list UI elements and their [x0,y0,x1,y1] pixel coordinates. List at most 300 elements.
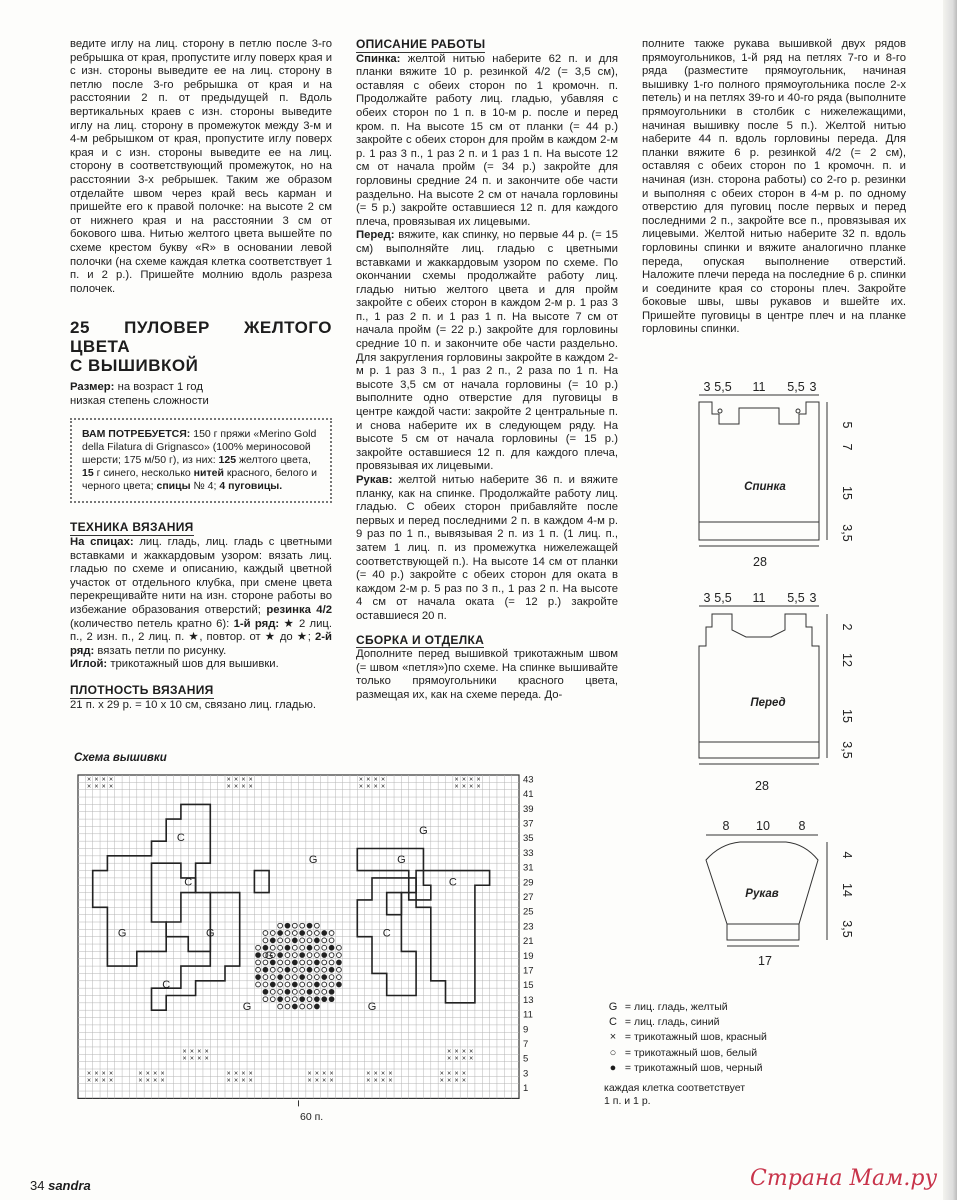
white-stitch [314,953,319,958]
row-number: 43 [523,774,534,786]
materials-box [70,418,332,503]
sleeve-outline [706,842,818,924]
cross-stitch-mark: × [380,776,386,784]
back-top-dim-4: 5,5 [787,380,805,394]
cross-stitch-mark: × [388,1070,393,1078]
row-number: 41 [523,789,534,801]
back-right-dim-3: 15 [840,486,854,500]
black-stitch [337,982,342,987]
white-stitch [278,989,283,994]
white-stitch [263,931,268,936]
cross-stitch-mark: × [314,1077,319,1085]
white-stitch [285,938,290,943]
legend-text: = лиц. гладь, желтый [624,1001,728,1013]
black-stitch [292,938,297,943]
row-number: 19 [523,950,534,962]
row1-text: ★ 2 лиц. п., 2 изн. п., 2 лиц. п. ★, повтор. от ★ до ★; [70,617,333,644]
white-stitch [285,1004,290,1009]
assembly-text: Дополните перед вышивкой трикотажным швом (= швом «петля»)по схеме. На спинке вышивайте только прямоугольники красного цвета, размещая их, как на схеме переда. До- [356,648,618,701]
cross-stitch-mark: × [469,1055,474,1063]
legend-symbol: C [609,1016,617,1029]
cross-stitch-mark: × [204,1048,209,1056]
cross-stitch-mark: × [307,1070,312,1078]
cross-stitch-mark: × [101,1070,106,1078]
white-stitch [270,989,275,994]
back-top-dim-5: 3 [809,380,817,394]
materials-blue: г синего, несколько [96,467,191,480]
back-rib [699,522,819,540]
sleeve-top-dim-2: 10 [756,819,770,833]
description-title: ОПИСАНИЕ РАБОТЫ [356,37,486,51]
row-number: 11 [523,1009,533,1021]
cross-stitch-mark: × [86,1077,92,1085]
legend-text: = трикотажный шов, черный [624,1061,763,1074]
chart-letter: G [117,927,127,940]
chart-letter: C [176,832,185,845]
white-stitch [329,938,334,943]
row-number: 9 [523,1024,529,1036]
white-stitch [300,967,305,972]
white-stitch [292,975,297,980]
white-stitch [329,960,334,965]
cross-stitch-mark: × [109,1070,114,1078]
white-stitch [285,975,290,980]
white-stitch [337,953,342,958]
white-stitch [300,989,305,994]
front-top-dim-5: 3 [809,591,817,605]
white-stitch [285,997,290,1002]
black-stitch [292,1004,297,1009]
cross-stitch-mark: × [454,1048,459,1056]
cross-stitch-mark: × [226,1077,231,1085]
cross-stitch-mark: × [94,783,99,791]
white-stitch [307,975,312,980]
cross-stitch-mark: × [476,776,481,784]
back-top-dim-2: 5,5 [714,380,732,394]
assembly-continued: полните также рукава вышивкой двух рядов прямоугольников, 1-й ряд на петлях 7-го и 8-го ряда (разместите прямоугольник, начиная вышивку 1-го полного прямоугольника после 2-х петель) и на петлях 39-го и 40-го ряда (выполните прямоугольники в столбик с нижележащими, начиная вышивку после 5 п.). Желтой нитью наберите 44 п. вдоль горловины переда. Для планки вяжите 6 р. резинкой 4/2 (= 2 см), оставляя с обеих сторон по 1 кромочн. п. и начиная (изн. сторона работы) со 2-го р. резинки и выполняя с обеих сторон в 4-м р. по одному отверстию для пуговиц после первых и перед последними 2 п., закройте все п., провязывая их лицевыми. Желтой нитью наберите 32 п. вдоль горловины спинки и вяжите аналогично планке переда, опуская выполнение отверстий. Наложите плечи переда на последние 6 р. спинки и соедините края со стороны плеч. Закройте боковые швы, швы рукавов и вшейте их. Пришейте пуговицы в центре плеч и на планке горловины спинки. [642,38,906,336]
black-stitch [285,945,290,950]
gauge-title: ПЛОТНОСТЬ ВЯЗАНИЯ [70,683,214,697]
back-right-dim-4: 3,5 [840,524,854,542]
row2-label: 2-й ряд: [70,631,333,657]
materials-yarn: 150 г пряжи «Merino Gold della Filatura di Grignasco» (100% мериносовой шерсти; 175 м/50 г), из них: [82,428,317,467]
column-2 [356,38,618,703]
sleeve-width: 17 [758,954,772,968]
chart-letter: G [206,927,215,940]
black-stitch [337,960,342,965]
pattern-title-line1: ПУЛОВЕР ЖЕЛТОГО ЦВЕТА [70,318,332,357]
black-stitch [300,975,305,980]
sleeve-top-dim-3: 8 [798,819,806,833]
black-stitch [322,931,327,936]
column-1 [70,38,332,712]
back-text: желтой нитью наберите 62 п. и для планки вяжите 10 р. резинкой 4/2 (= 3,5 см), оставляя с обеих сторон по 1 кромочн. п. Продолжайте работу лиц. гладью, убавляя с обеих сторон по 1 п. в 10-м р. после и перед кром. п. На высоте 15 см от планки (= 44 р.) закройте с обеих сторон для пройм в каждом 2-м р. 1 раз 3 п., 1 раз 2 п. и 1 раз 1 п. На высоте 12 см от начала пройм (= 34 р.) закройте для горловины средние 24 п. и закончите обе части раздельно. На высоте 2 см от начала горловины (= 5 р.) закройте оставшиеся 12 п. для каждого плеча, провязывая их лицевыми. [356,52,618,228]
cross-stitch-mark: × [86,776,92,784]
black-stitch [329,945,334,950]
legend-item-yellow [604,1000,767,1015]
cross-stitch-mark: × [101,1077,106,1085]
back-outline [699,402,819,522]
cross-stitch-mark: × [145,1070,150,1078]
white-stitch [292,997,297,1002]
cross-stitch-mark: × [454,1070,459,1078]
black-stitch [263,989,268,994]
white-stitch [256,945,261,950]
page-number: 34 [30,1178,45,1193]
chart-letter: G [242,1001,252,1014]
cross-stitch-mark: × [197,1048,202,1056]
white-stitch [285,931,290,936]
white-stitch [278,945,283,950]
cross-stitch-mark: × [226,783,231,791]
gauge-text: 21 п. х 29 р. = 10 х 10 см, связано лиц. гладью. [70,698,317,711]
cross-stitch-mark: × [248,1070,253,1078]
sleeve-label: Рукав: [356,474,393,486]
sleeve-right-dim-3: 3,5 [840,920,854,938]
black-stitch [285,923,290,928]
front-top-dim-2: 5,5 [714,591,732,605]
legend-note-line2: 1 п. и 1 р. [604,1095,651,1108]
cross-stitch-mark: × [461,1077,466,1085]
chart-letter: C [184,876,193,889]
cross-stitch-mark: × [461,783,466,791]
black-stitch [329,997,334,1002]
white-stitch [307,997,312,1002]
white-stitch [292,967,297,972]
magazine-name: sandra [48,1178,91,1193]
cross-stitch-mark: × [233,776,239,784]
materials-label: ВАМ ПОТРЕБУЕТСЯ: [82,428,191,441]
black-stitch [322,975,327,980]
white-stitch [307,953,312,958]
black-stitch [270,982,275,987]
white-stitch [256,960,261,965]
white-stitch [278,1004,283,1009]
white-stitch [329,982,334,987]
cross-stitch-mark: × [94,776,99,784]
white-stitch [292,931,297,936]
cross-stitch-mark: × [461,1070,466,1078]
cross-stitch-mark: × [204,1055,209,1063]
black-stitch [292,982,297,987]
cross-stitch-mark: × [447,1048,452,1056]
front-text: вяжите, как спинку, но первые 44 р. (= 15 см) выполняйте лиц. гладью с цветными вставками и жаккардовым узором по схеме. По окончании схемы продолжайте работу лиц. гладью нитью желтого цвета и для пройм закройте с обеих сторон в каждом 2-м р. 1 раз 3 п., 1 раз 2 п. и 1 раз 1 п. На высоте 7 см от начала пройм (= 22 р.) закройте для горловины средние 10 п. и закончите обе части раздельно. Для закругления горловины закройте в каждом 2-м р. 1 раз 3 п., 1 раз 2 п., 2 раза по 1 п. На высоте 3,5 см от начала горловины (= 10 р.) выполните одно отверстие для пуговицы в центре каждой части: закройте 2 центральные п. и снова наберите их в следующем ряду. На высоте 5 см от начала горловины (= 15 р.) закройте оставшиеся 12 п. для каждого плеча, провязывая их лицевыми. [356,229,618,473]
sleeve-top-dim-1: 8 [722,819,730,833]
cross-stitch-mark: × [153,1070,158,1078]
cross-stitch-mark: × [380,1070,386,1078]
white-stitch [278,967,283,972]
black-stitch [278,931,283,936]
cross-stitch-mark: × [241,783,246,791]
white-stitch [285,982,290,987]
cross-stitch-mark: × [454,1055,459,1063]
white-stitch [314,975,319,980]
back-label: Спинка [744,481,786,493]
black-stitch [263,967,268,972]
rib-label: резинка 4/2 [266,604,332,617]
black-stitch [314,938,319,943]
legend-symbol: ● [609,1061,617,1074]
cross-stitch-mark: × [241,776,246,784]
row1-label: 1-й ряд: [233,617,280,630]
row2-text: вязать петли по рисунку. [97,644,227,657]
white-stitch [263,982,268,987]
needle-text: трикотажный шов для вышивки. [110,658,279,671]
cross-stitch-mark: × [94,1077,99,1085]
cross-stitch-mark: × [366,1070,371,1078]
front-right-dim-3: 15 [840,709,854,723]
row-number: 29 [523,877,534,889]
row-number: 3 [523,1068,529,1080]
row-number: 25 [523,906,534,918]
row-number: 37 [523,818,534,830]
white-stitch [270,975,275,980]
white-stitch [322,989,327,994]
cross-stitch-mark: × [189,1055,194,1063]
row-number: 17 [523,965,534,977]
white-stitch [300,1004,305,1009]
black-stitch [314,1004,319,1009]
cross-stitch-mark: × [314,1070,319,1078]
black-stitch [322,997,327,1002]
white-stitch [307,931,312,936]
cross-stitch-mark: × [447,1077,452,1085]
chart-width-label: 60 п. [300,1111,324,1123]
white-stitch [314,923,319,928]
black-stitch [314,997,319,1002]
legend [604,1000,767,1108]
black-stitch [285,967,290,972]
cross-stitch-mark: × [241,1070,246,1078]
back-top-dim-3: 11 [752,380,766,394]
white-stitch [337,975,342,980]
white-stitch [292,923,297,928]
cross-stitch-mark: × [447,1070,452,1078]
cross-stitch-mark: × [101,776,106,784]
white-stitch [314,967,319,972]
materials-blue-qty: 15 [82,467,94,480]
sleeve-right-dim-2: 14 [840,883,854,897]
legend-item-black [604,1061,767,1076]
cross-stitch-mark: × [439,1077,444,1085]
cross-stitch-mark: × [469,1048,474,1056]
white-stitch [292,989,297,994]
white-stitch [263,975,268,980]
white-stitch [278,982,283,987]
black-stitch [278,975,283,980]
intro-paragraph: ведите иглу на лиц. сторону в петлю после 3-го ребрышка от края, пропустите иглу поверх края и с изн. стороны выведите ее на лиц. сторону в петлю после 3-го ребрышка от края и на расстоянии 2 п. от предыдущей п. Вдоль вертикальных краев с изн. стороны выведите иглу на лиц. сторону в промежуток между 3-м и 4-м ребрышком от края, пропустите иглу поверх края и с изн. стороны выведите ее на лиц. сторону в соответствующий промежуток, но на расстоянии 3-х ребрышек. Таким же образом отделайте швом через край весь карман и пришейте его к правой полочке: на высоте 2 см от нижнего края и на расстоянии 3 см от бокового шва. Нитью желтого цвета вышейте по схеме крестом букву «R» в основании левой полочки (на схеме каждая клетка соответствует 1 п. и 2 р.). Пришейте молнию вдоль разреза полочек. [70,38,332,295]
row-number: 35 [523,833,534,845]
cross-stitch-mark: × [307,1077,312,1085]
needle-label: Иглой: [70,658,108,671]
front-right-dim-1: 2 [840,623,854,631]
difficulty: низкая степень сложности [70,394,209,407]
black-stitch [307,923,312,928]
cross-stitch-mark: × [461,1048,466,1056]
page-footer [30,1178,91,1193]
sleeve-label: Рукав [745,888,779,900]
embroidery-chart [70,770,570,1115]
white-stitch [322,960,327,965]
cross-stitch-mark: × [373,783,378,791]
technique-title: ТЕХНИКА ВЯЗАНИЯ [70,520,194,535]
materials-threads: нитей [193,467,224,480]
front-top-dim-4: 5,5 [787,591,805,605]
white-stitch [337,945,342,950]
white-stitch [285,953,290,958]
black-stitch [307,945,312,950]
materials-buttons: 4 пуговицы. [219,480,283,493]
white-stitch [314,945,319,950]
back-label: Спинка: [356,52,401,65]
front-outline [699,614,819,742]
white-stitch [307,938,312,943]
white-stitch [329,953,334,958]
legend-symbol: × [609,1031,617,1044]
legend-text: = лиц. гладь, синий [624,1016,720,1029]
cross-stitch-mark: × [469,783,474,791]
column-3 [642,38,906,337]
front-right-dim-4: 3,5 [840,741,854,759]
legend-text: = трикотажный шов, белый [624,1046,758,1059]
cross-stitch-mark: × [109,776,114,784]
chart-letter: C [448,876,457,889]
legend-symbol: G [608,1001,618,1013]
white-stitch [270,997,275,1002]
cross-stitch-mark: × [86,783,92,791]
cross-stitch-mark: × [380,783,386,791]
front-top-dim-1: 3 [703,591,711,605]
cross-stitch-mark: × [373,776,378,784]
legend-symbol: ○ [609,1046,617,1059]
watermark-logo: Страна Мам.ру [750,1166,938,1191]
sleeve-rib [727,924,799,940]
black-stitch [292,960,297,965]
row-number: 33 [523,847,534,859]
cross-stitch-mark: × [145,1077,150,1085]
materials-needle-size: № 4; [193,480,217,493]
cross-stitch-mark: × [233,1077,239,1085]
cross-stitch-mark: × [226,776,231,784]
white-stitch [300,960,305,965]
black-stitch [307,967,312,972]
cross-stitch-mark: × [86,1070,92,1078]
black-stitch [329,967,334,972]
cross-stitch-mark: × [366,783,371,791]
back-right-dim-2: 7 [840,443,854,451]
materials-needles: спицы [156,480,191,493]
cross-stitch-mark: × [469,776,474,784]
white-stitch [307,982,312,987]
pattern-number: 25 [70,318,90,338]
black-stitch [300,997,305,1002]
cross-stitch-mark: × [182,1055,187,1063]
cross-stitch-mark: × [366,776,371,784]
pattern-title-line2: С ВЫШИВКОЙ [70,356,199,376]
front-top-dim-3: 11 [752,591,766,605]
cross-stitch-mark: × [373,1070,378,1078]
white-stitch [278,938,283,943]
white-stitch [307,960,312,965]
front-label: Перед [750,697,786,709]
cross-stitch-mark: × [248,1077,253,1085]
cross-stitch-mark: × [461,776,466,784]
chart-letter: G [419,824,428,837]
white-stitch [322,967,327,972]
cross-stitch-mark: × [233,783,239,791]
white-stitch [256,967,261,972]
white-stitch [322,945,327,950]
row-number: 27 [523,891,534,903]
cross-stitch-mark: × [329,1077,334,1085]
cross-stitch-mark: × [138,1070,143,1078]
black-stitch [307,989,312,994]
cross-stitch-mark: × [388,1077,393,1085]
front-rib [699,742,819,758]
chart-letter: G [397,854,406,867]
cross-stitch-mark: × [358,776,364,784]
rib-text: (количество петель кратно 6): [70,617,230,630]
black-stitch [256,953,261,958]
front-label: Перед: [356,229,395,242]
black-stitch [278,953,283,958]
chart-letter: G [367,1001,377,1014]
cross-stitch-mark: × [454,776,459,784]
sleeve-right-dim-1: 4 [840,851,854,859]
black-stitch [300,931,305,936]
cross-stitch-mark: × [233,1070,239,1078]
page-edge [943,0,957,1200]
cross-stitch-mark: × [241,1077,246,1085]
white-stitch [278,923,283,928]
size-value: на возраст 1 год [117,381,203,394]
chart-title: Схема вышивки [74,752,167,764]
white-stitch [256,982,261,987]
cross-stitch-mark: × [101,783,106,791]
cross-stitch-mark: × [366,1077,371,1085]
row-number: 31 [523,862,534,874]
chart-letter: G [308,854,318,867]
back-right-dim-1: 5 [840,421,854,429]
chart-letter: C [382,927,391,940]
cross-stitch-mark: × [248,776,253,784]
black-stitch [329,989,334,994]
black-stitch [278,997,283,1002]
cross-stitch-mark: × [94,1070,99,1078]
cross-stitch-mark: × [454,1077,459,1085]
cross-stitch-mark: × [109,1077,114,1085]
white-stitch [278,960,283,965]
back-top-dim-1: 3 [703,380,711,394]
legend-note [604,1082,767,1108]
legend-text: = трикотажный шов, красный [624,1031,767,1044]
cross-stitch-mark: × [197,1055,202,1063]
cross-stitch-mark: × [160,1070,165,1078]
white-stitch [292,945,297,950]
cross-stitch-mark: × [447,1055,452,1063]
white-stitch [270,931,275,936]
cross-stitch-mark: × [358,783,364,791]
chart-letter: C [162,979,171,992]
cross-stitch-mark: × [182,1048,187,1056]
white-stitch [263,938,268,943]
technique-text: лиц. гладь, лиц. гладь с цветными вставками и жаккардовым узором: вязать лиц. гладью по схеме и описанию, каждый цветной участок от отдельного клубка, при смене цвета перекрещивайте нити на изн. стороне работы во избежание образования отверстий; [70,536,333,617]
black-stitch [314,982,319,987]
black-stitch [270,938,275,943]
white-stitch [300,982,305,987]
assembly-title: СБОРКА И ОТДЕЛКА [356,632,485,647]
legend-note-line1: каждая клетка соответствует [604,1082,746,1095]
